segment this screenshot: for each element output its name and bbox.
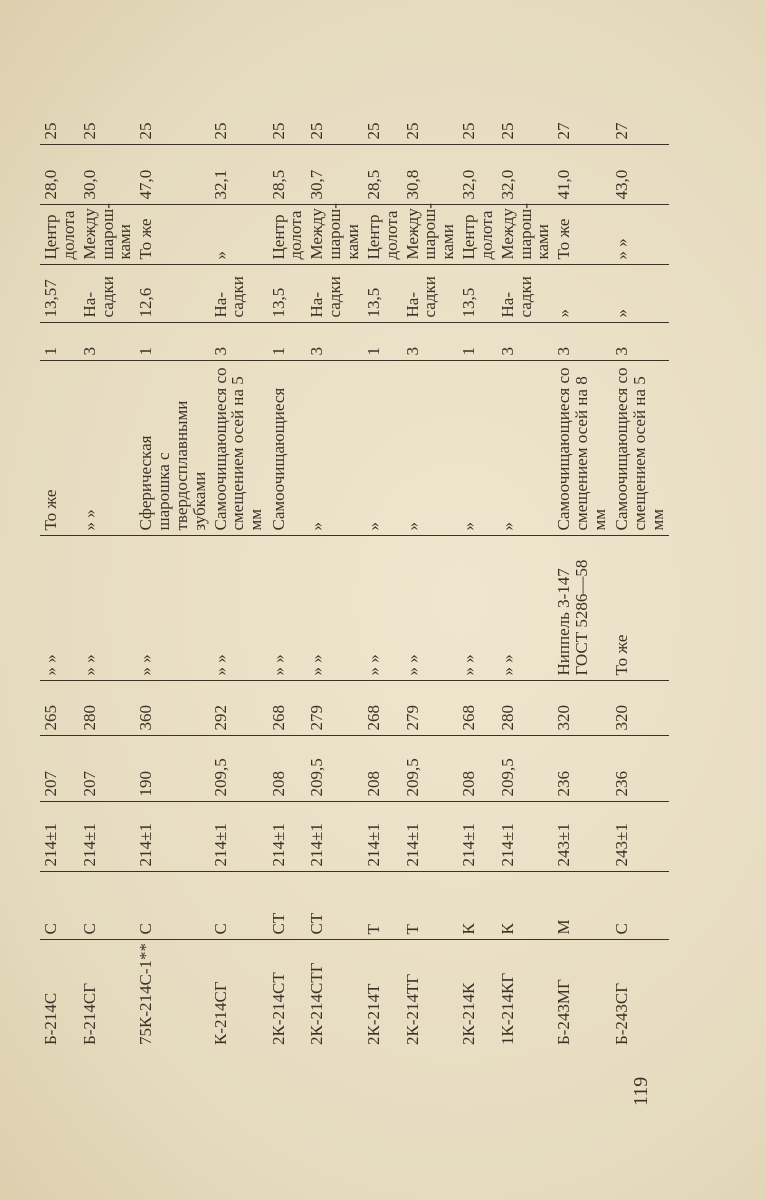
table-cell: 3 [611, 323, 669, 361]
table-cell: 25 [497, 90, 554, 145]
table-row [306, 90, 363, 1050]
table-cell: » » [306, 536, 363, 681]
table-cell: 1К-214КГ [497, 972, 517, 1045]
table-cell: 30,8 [402, 145, 459, 205]
table-cell: 2К-214К [459, 982, 479, 1045]
table-cell: 3 [210, 323, 268, 361]
table-cell: » » [268, 536, 307, 681]
table-cell: 13,5 [458, 265, 497, 323]
table-cell: СТ [268, 872, 307, 940]
table-cell: К [497, 872, 554, 940]
table-cell: М [553, 872, 611, 940]
table-cell: » » [402, 536, 459, 681]
table-cell: » » [458, 536, 497, 681]
table-cell: Между шарош-ками [79, 205, 136, 265]
table-cell: СТ [306, 872, 363, 940]
table-cell: 208 [363, 736, 402, 802]
table-cell: » [402, 361, 459, 536]
table-cell: 214±1 [210, 802, 268, 872]
table-cell: 243±1 [611, 802, 669, 872]
table-cell: 28,5 [268, 145, 307, 205]
table-cell: 3 [402, 323, 459, 361]
table-cell: Центр долота [40, 205, 79, 265]
table-cell: » [458, 361, 497, 536]
table-cell: 1 [458, 323, 497, 361]
table-cell: 1 [135, 323, 209, 361]
table-cell: » » [79, 361, 136, 536]
table-cell: » » [40, 536, 79, 681]
bits-spec-table [40, 90, 669, 1050]
table-cell: » [210, 205, 268, 265]
table-cell: Самоочищающиеся со смещением осей на 8 мм [553, 361, 611, 536]
table-cell: Самоочищающиеся со смещением осей на 5 мм [210, 361, 268, 536]
table-cell: Т [402, 872, 459, 940]
table-cell: 268 [363, 681, 402, 736]
table-cell: 32,0 [497, 145, 554, 205]
table-cell: К-214СГ [210, 981, 230, 1045]
table-cell: » » [611, 205, 669, 265]
table-cell: 32,0 [458, 145, 497, 205]
table-row [402, 90, 459, 1050]
table-cell: 13,5 [363, 265, 402, 323]
table-cell: 207 [40, 736, 79, 802]
table-cell: Между шарош-ками [402, 205, 459, 265]
table-cell: 1 [40, 323, 79, 361]
table-row [458, 90, 497, 1050]
table-cell: 214±1 [135, 802, 209, 872]
table-cell: 268 [458, 681, 497, 736]
table-cell: Центр долота [458, 205, 497, 265]
table-row [210, 90, 268, 1050]
table-cell: 214±1 [40, 802, 79, 872]
table-cell: На-садки [497, 265, 554, 323]
table-row [268, 90, 307, 1050]
table-cell: 268 [268, 681, 307, 736]
table-cell: На-садки [402, 265, 459, 323]
table-cell: » [611, 265, 669, 323]
table-cell: » » [79, 536, 136, 681]
table-cell: Между шарош-ками [306, 205, 363, 265]
table-cell: Сферическая шарошка с твердосплавными зубками [135, 361, 209, 536]
table-cell: 320 [611, 681, 669, 736]
table-cell: С [210, 872, 268, 940]
table-cell: 3 [553, 323, 611, 361]
table-cell: 41,0 [553, 145, 611, 205]
table-cell: 25 [79, 90, 136, 145]
table-cell: 209,5 [402, 736, 459, 802]
table-cell: Центр долота [268, 205, 307, 265]
table-cell: 208 [268, 736, 307, 802]
table-cell: С [135, 872, 209, 940]
table-cell: С [79, 872, 136, 940]
table-cell: Т [363, 872, 402, 940]
table-cell: 25 [402, 90, 459, 145]
table-cell: 3 [497, 323, 554, 361]
table-row [135, 90, 209, 1050]
table-cell: 13,5 [268, 265, 307, 323]
table-row [553, 90, 611, 1050]
table-cell: 2К-214СТ [268, 972, 288, 1045]
table-cell: 280 [79, 681, 136, 736]
table-row [40, 90, 79, 1050]
table-cell: 25 [135, 90, 209, 145]
table-cell: 207 [79, 736, 136, 802]
table-cell: 28,0 [40, 145, 79, 205]
table-cell: » [363, 361, 402, 536]
table-cell: 2К-214ТГ [402, 973, 422, 1045]
table-cell: 25 [363, 90, 402, 145]
table-cell: 236 [553, 736, 611, 802]
page-number: 119 [630, 1076, 652, 1106]
table-cell: » » [210, 536, 268, 681]
table-cell: » [553, 265, 611, 323]
table-cell: 292 [210, 681, 268, 736]
table-cell: 25 [268, 90, 307, 145]
table-cell: 3 [79, 323, 136, 361]
table-cell: 25 [40, 90, 79, 145]
table-cell: 279 [402, 681, 459, 736]
table-cell: На-садки [306, 265, 363, 323]
table-cell: 214±1 [268, 802, 307, 872]
table-cell: Б-214С [41, 992, 60, 1045]
table-cell: К [458, 872, 497, 940]
table-cell: 280 [497, 681, 554, 736]
table-row [611, 90, 669, 1050]
table-cell: Самоочищающиеся [268, 361, 307, 536]
table-cell: С [611, 872, 669, 940]
table-cell: 25 [306, 90, 363, 145]
table-cell: 3 [306, 323, 363, 361]
table-cell: Центр долота [363, 205, 402, 265]
table-row [363, 90, 402, 1050]
table-cell: 25 [458, 90, 497, 145]
table-cell: Между шарош-ками [497, 205, 554, 265]
table-cell: 1 [268, 323, 307, 361]
table-cell: » » [497, 536, 554, 681]
table-cell: 214±1 [497, 802, 554, 872]
table-cell: 320 [553, 681, 611, 736]
table-cell: » » [363, 536, 402, 681]
table-cell: Ниппель 3-147 ГОСТ 5286—58 [553, 536, 611, 681]
table-body [40, 90, 669, 1050]
table-cell: То же [611, 536, 669, 681]
table-cell: 30,7 [306, 145, 363, 205]
table-cell: 75К-214С-1** [136, 943, 156, 1045]
table-cell: Самоочищающиеся со смещением осей на 5 мм [611, 361, 669, 536]
table-cell: 2К-214СТГ [307, 962, 327, 1045]
table-cell: То же [135, 205, 209, 265]
table-cell: 209,5 [497, 736, 554, 802]
table-cell: На-садки [210, 265, 268, 323]
table-cell: 43,0 [611, 145, 669, 205]
table-cell: 360 [135, 681, 209, 736]
table-cell: » [497, 361, 554, 536]
table-cell: 214±1 [306, 802, 363, 872]
table-cell: С [40, 872, 79, 940]
table-cell: То же [553, 205, 611, 265]
table-cell: 28,5 [363, 145, 402, 205]
table-cell: 32,1 [210, 145, 268, 205]
table-cell: 214±1 [458, 802, 497, 872]
table-cell: 190 [135, 736, 209, 802]
table-cell: 214±1 [402, 802, 459, 872]
table-cell: 265 [40, 681, 79, 736]
table-cell: 209,5 [306, 736, 363, 802]
table-row [79, 90, 136, 1050]
table-cell: 25 [210, 90, 268, 145]
table-cell: 209,5 [210, 736, 268, 802]
table-cell: 236 [611, 736, 669, 802]
table-cell: 243±1 [553, 802, 611, 872]
table-cell: 214±1 [363, 802, 402, 872]
table-cell: » [306, 361, 363, 536]
table-cell: 13,57 [40, 265, 79, 323]
table-cell: 279 [306, 681, 363, 736]
table-cell: 30,0 [79, 145, 136, 205]
rotated-table-container [40, 90, 667, 1050]
table-cell: 12,6 [135, 265, 209, 323]
table-cell: На-садки [79, 265, 136, 323]
table-row [497, 90, 554, 1050]
table-cell: 27 [611, 90, 669, 145]
table-cell: 214±1 [79, 802, 136, 872]
table-cell: Б-243СГ [612, 982, 632, 1045]
table-cell: 1 [363, 323, 402, 361]
table-cell: Б-214СГ [79, 982, 99, 1045]
table-cell: 208 [458, 736, 497, 802]
table-cell: 27 [553, 90, 611, 145]
table-cell: 47,0 [135, 145, 209, 205]
table-cell: Б-243МГ [554, 979, 574, 1045]
table-cell: » » [135, 536, 209, 681]
table-cell: То же [40, 361, 79, 536]
table-cell: 2К-214Т [363, 983, 383, 1045]
